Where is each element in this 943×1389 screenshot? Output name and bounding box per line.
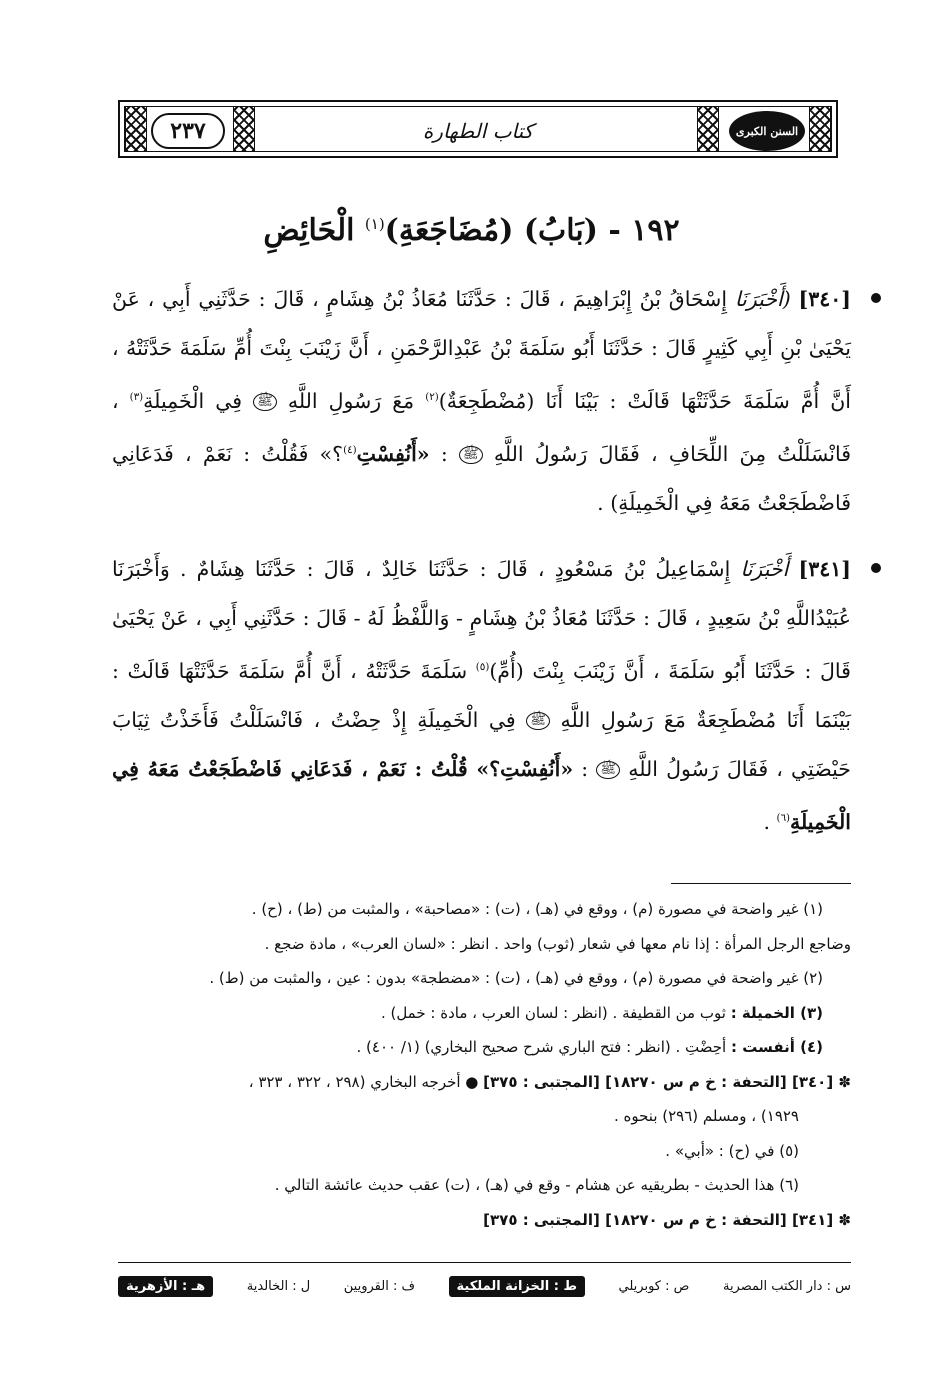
chapter-heading (100, 198, 843, 250)
hadith-text: «أَنُفِسْتِ (356, 441, 430, 466)
hadith-341 (112, 545, 851, 847)
footnote-ref-6: (٦) (776, 811, 790, 824)
hadith-text: أَبِي ، عَنْ يَحْيَىٰ بْنِ أَبِي كَثِيرٍ قَالَ : حَدَّثَنَا أَبُو سَلَمَةَ بْنُ عَبْدِالرَّحْمَنِ ، أَنَّ زَيْنَبَ (112, 287, 851, 360)
legend-item: س : دار الكتب المصرية (722, 1278, 851, 1294)
takhrij-340-continued: ١٩٢٩) ، ومسلم (٢٩٦) بنحوه . (613, 1107, 799, 1125)
chapter-heading-main: ١٩٢ - (بَابُ) (مُضَاجَعَةِ) (384, 213, 680, 248)
hadith-text: ، فَانْسَلَلْتُ مِنَ اللِّحَافِ ، فَقَالَ رَسُولُ اللَّهِ (112, 388, 851, 466)
page-header (118, 100, 838, 158)
takhrij-341-ref: ✽ [٣٤١] [التحفة : خ م س ١٨٢٧٠] [المجتبى : ٣٧٥] (483, 1210, 851, 1229)
footnote-4-label: (٤) أنفست : (730, 1038, 823, 1056)
manuscript-legend (118, 1272, 851, 1300)
salla-icon: ﷺ (253, 393, 277, 411)
ornament-strip-inner-right (697, 107, 719, 151)
hadith-text: إِسْمَاعِيلُ بْنُ مَسْعُودٍ ، قَالَ : حَدَّثَنَا خَالِدٌ ، قَالَ : حَدَّثَنَا هِشَامٌ . (179, 557, 741, 581)
footnote-3-label: (٣) الخميلة : (730, 1003, 823, 1022)
hadith-text: فِي الْخَمِيلَةِ (143, 388, 254, 413)
hadith-text: سَلَمَةَ (420, 658, 476, 683)
footnote-ref-1: (١) (364, 215, 385, 233)
book-emblem: السنن الكبرى (729, 111, 805, 151)
header-frame (124, 106, 832, 152)
hadith-text: : (440, 441, 459, 466)
hadith-text: إِسْحَاقُ بْنُ إِبْرَاهِيمَ ، قَالَ : حَدَّثَنَا مُعَاذُ بْنُ هِشَامٍ ، قَالَ : حَدَّثَنِي (198, 287, 735, 311)
hadith-text: حَدَّثَتْهُ ، أَنَّ أُمَّ سَلَمَةَ حَدَّثَتْهَا قَالَتْ : بَيْنَمَا أَنَا مُضْطَجِعَةٌ مَعَ رَسُولِ اللَّهِ (112, 658, 851, 732)
hadith-number: [٣٤١] (798, 557, 851, 581)
footnote-4 (112, 1030, 851, 1065)
ornament-strip-inner-left (233, 107, 255, 151)
salla-icon: ﷺ (526, 712, 550, 730)
footnote-ref-3: (٣) (129, 391, 144, 403)
footnote-ref-2: (٢) (425, 391, 439, 403)
hadith-text: رَسُولِ اللَّهِ (287, 388, 382, 413)
hadith-text: وَأَخْبَرَنَا عُبَيْدُاللَّهِ بْنُ سَعِيدٍ ، قَالَ : حَدَّثَنَا مُعَاذُ بْنُ هِشَامٍ - وَاللَّفْظُ لَهُ - قَالَ : (112, 557, 851, 630)
legend-divider (118, 1262, 851, 1263)
akhbarana-word: أَخْبَرَنَا (740, 557, 789, 581)
ornament-strip-right (809, 107, 831, 151)
footnote-6: (٦) هذا الحديث - بطريقيه عن هشام - وقع في (هـ) ، (ت) عقب حديث عائشة التالي . (274, 1176, 799, 1194)
footnote-ref-5: (٥) (475, 661, 490, 673)
section-title: كتاب الطهارة (422, 119, 534, 143)
footnote-divider (671, 883, 851, 884)
hadith-text: ؟» فَقُلْتُ : نَعَمْ ، فَدَعَانِي فَاضْطَجَعْتُ مَعَهُ فِي الْخَمِيلَةِ) . (112, 441, 851, 515)
hadith-text: مَعَ (392, 388, 426, 413)
legend-item-highlighted: ط : الخزانة الملكية (449, 1276, 585, 1297)
hadith-text: الْخَمِيلَةِ إِذْ حِضْتُ ، فَانْسَلَلْتُ فَأَخَذْتُ ثِيَابَ حَيْضَتِي ، فَقَالَ رَسُولُ اللَّهِ (112, 707, 851, 781)
salla-icon: ﷺ (459, 446, 483, 464)
footnotes (112, 892, 851, 1237)
footnote-3 (112, 996, 851, 1031)
legend-item: ص : كوبريلي (618, 1278, 690, 1294)
footnote-2: (٢) غير واضحة في مصورة (م) ، ووقع في (هـ) ، (ت) : «مضطجة» بدون : عين ، والمثبت من (ط) . (209, 969, 823, 987)
footnote-1-continued: وضاجع الرجل المرأة : إذا نام معها في شعار (ثوب) واحد . انظر : «لسان العرب» ، مادة ضجع . (264, 934, 851, 953)
page-number: ٢٣٧ (151, 113, 225, 149)
takhrij-340 (112, 1065, 851, 1100)
footnote-5: (٥) في (ح) : «أبي» . (665, 1141, 799, 1160)
hadith-text: بِنْتَ أُمِّ سَلَمَةَ حَدَّثَتْهُ ، أَنَّ أُمَّ سَلَمَةَ حَدَّثَتْهَا قَالَتْ : بَيْنَا أَنَا (مُضْطَجِعَةٌ) (112, 336, 851, 413)
hadith-340 (112, 275, 851, 528)
ornament-strip-left (125, 107, 147, 151)
hadith-text: . (763, 809, 777, 834)
legend-item-highlighted: هـ : الأزهرية (118, 1276, 213, 1297)
bullet-icon (871, 563, 881, 573)
footnote-4-text: أحِضْتِ . (انظر : فتح الباري شرح صحيح البخاري) (١/ ٤٠٠) . (356, 1038, 731, 1056)
salla-icon: ﷺ (596, 761, 620, 779)
bullet-icon (871, 293, 881, 303)
hadith-text: «أَنُفِسْتِ؟» قُلْتُ : نَعَمْ ، فَدَعَانِي فَاضْطَجَعْتُ مَعَهُ فِي الْخَمِيلَةِ (112, 756, 851, 834)
akhbarana-word: (أَخْبَرَنَا (734, 287, 791, 311)
takhrij-340-ref: ✽ [٣٤٠] [التحفة : خ م س ١٨٢٧٠] [المجتبى : ٣٧٥] (483, 1072, 851, 1091)
footnote-1: (١) غير واضحة في مصورة (م) ، ووقع في (هـ) ، (ت) : «مصاحبة» ، والمثبت من (ط) ، (ح) . (251, 900, 823, 918)
legend-item: ل : الخالدية (246, 1278, 311, 1294)
hadith-text: حَدَّثَنِي أَبِي ، عَنْ يَحْيَىٰ قَالَ : حَدَّثَنَا أَبُو سَلَمَةَ ، أَنَّ زَيْنَبَ بِنْتَ (أُمِّ) (112, 606, 851, 683)
chapter-heading-end: الْحَائِضِ (263, 213, 365, 248)
hadith-text: فِي (488, 707, 527, 732)
takhrij-341 (112, 1203, 851, 1238)
footnote-ref-4: (٤) (343, 443, 357, 456)
footnote-3-text: ثوب من القطيفة . (انظر : لسان العرب ، مادة : خمل) . (380, 1003, 731, 1022)
legend-item: ف : القرويين (343, 1278, 415, 1294)
hadith-number: [٣٤٠] (798, 287, 851, 311)
takhrij-340-text: ● أخرجه البخاري (٢٩٨ ، ٣٢٢ ، ٣٢٣ ، (248, 1072, 484, 1091)
hadith-text: : (581, 756, 597, 781)
